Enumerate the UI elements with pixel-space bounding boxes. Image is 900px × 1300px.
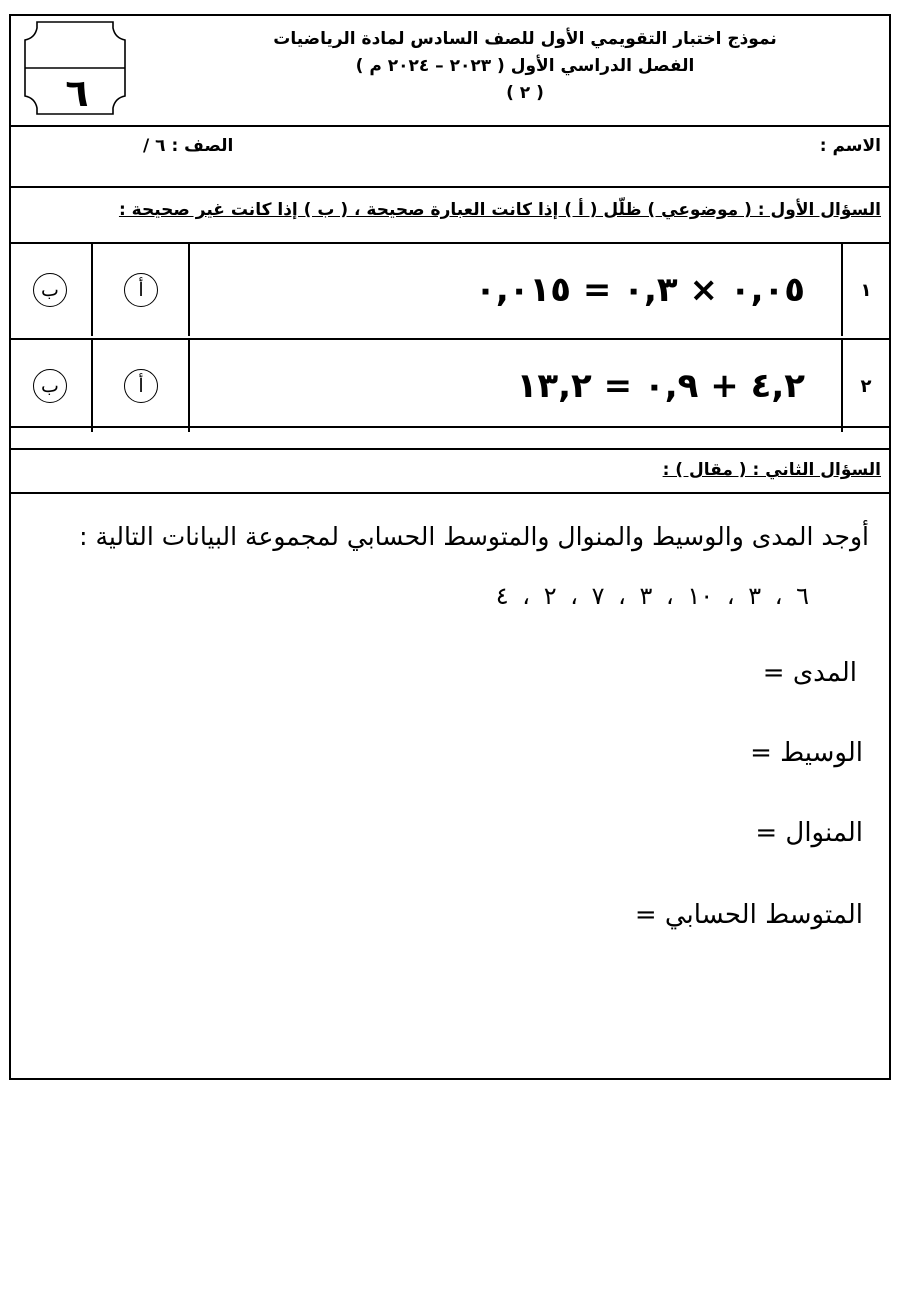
exam-sheet <box>9 14 891 1080</box>
median-answer-line[interactable]: الوسيط = <box>750 738 863 768</box>
option-b-bubble[interactable]: ب <box>33 273 67 307</box>
mean-answer-line[interactable]: المتوسط الحسابي = <box>634 900 863 930</box>
title-line-1: نموذج اختبار التقويمي الأول للصف السادس لمادة الرياضيات <box>273 29 777 49</box>
question-2-instruction: أوجد المدى والوسيط والمنوال والمتوسط الحسابي لمجموعة البيانات التالية : <box>79 522 869 551</box>
statement-text: ٤,٢ + ٠,٩ = ١٣,٢ <box>516 366 805 406</box>
option-b-bubble[interactable]: ب <box>33 369 67 403</box>
option-a-bubble[interactable]: أ <box>124 273 158 307</box>
divider <box>11 448 889 450</box>
true-false-table <box>9 242 891 428</box>
question-2-title: السؤال الثاني : ( مقال ) : <box>662 460 881 480</box>
exam-title <box>131 26 859 107</box>
column-divider <box>91 244 93 336</box>
data-set: ٦ ، ٣ ، ١٠ ، ٣ ، ٧ ، ٢ ، ٤ <box>495 582 809 610</box>
student-class-label: الصف : ٦ / <box>143 136 234 156</box>
title-line-3: ( ٢ ) <box>506 83 544 103</box>
grade-number: ٦ <box>65 71 89 115</box>
option-a-bubble[interactable]: أ <box>124 369 158 403</box>
statement-text: ٠,٠٥ × ٠,٣ = ٠,٠١٥ <box>475 270 805 310</box>
statement <box>189 244 839 336</box>
table-row <box>11 244 889 336</box>
divider <box>11 125 889 127</box>
column-divider <box>91 340 93 432</box>
question-1-title: السؤال الأول : ( موضوعي ) ظلّل ( أ ) إذا كانت العبارة صحيحة ، ( ب ) إذا كانت غير صحيحة : <box>118 200 881 220</box>
grade-badge-frame <box>23 20 127 116</box>
divider <box>11 492 889 494</box>
question-number: ٢ <box>860 375 872 397</box>
student-name-label: الاسم : <box>819 136 881 156</box>
grade-badge <box>23 20 127 116</box>
range-answer-line[interactable]: المدى = <box>762 658 857 688</box>
table-row <box>11 338 889 432</box>
statement <box>189 340 839 432</box>
divider <box>11 186 889 188</box>
question-number: ١ <box>860 279 872 301</box>
title-line-2: الفصل الدراسي الأول ( ٢٠٢٣ – ٢٠٢٤ م ) <box>355 56 695 76</box>
mode-answer-line[interactable]: المنوال = <box>755 818 863 848</box>
